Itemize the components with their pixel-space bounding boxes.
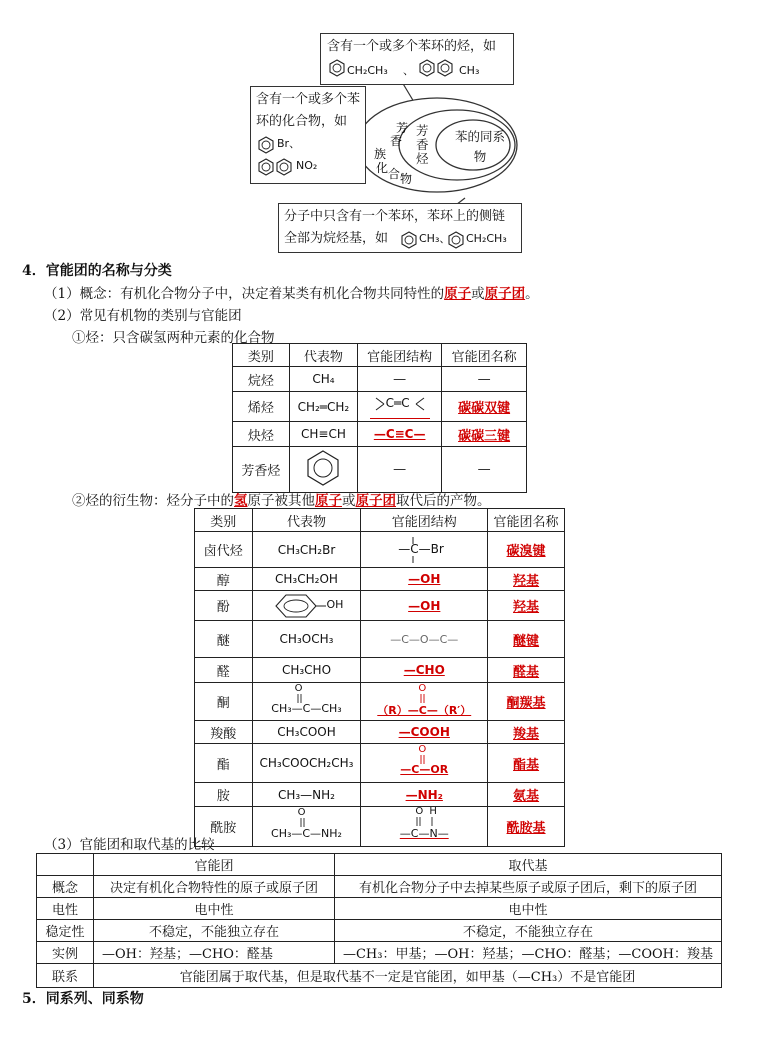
row-label: 实例 — [37, 942, 94, 964]
cell-functional-group: —OH：羟基；—CHO：醛基 — [94, 942, 335, 964]
cell-functional-group: 不稳定，不能独立存在 — [94, 920, 335, 942]
cell-category: 芳香烃 — [233, 447, 290, 493]
cell-structure — [361, 744, 488, 783]
table-row — [195, 568, 565, 591]
header-functional-group: 官能团 — [94, 854, 335, 876]
cell-representative — [252, 683, 361, 721]
table-row — [195, 532, 565, 568]
header-category: 类别 — [195, 509, 253, 532]
left-note-example2 — [256, 155, 360, 177]
cell-name: 醚键 — [488, 621, 565, 658]
cell-category: 醛 — [195, 658, 253, 683]
toluene-label: CH₃、 — [419, 232, 451, 245]
bottom-note-box — [278, 203, 522, 253]
cell-structure: —NH₂ — [361, 783, 488, 807]
benzene-ring-icon — [266, 593, 326, 619]
outer-ring-text — [368, 120, 418, 190]
table-row — [195, 621, 565, 658]
cell-name: 酮羰基 — [488, 683, 565, 721]
cell-name: 碳碳三键 — [442, 422, 527, 447]
row-label: 稳定性 — [37, 920, 94, 942]
cell-structure: —CHO — [361, 658, 488, 683]
cell-name: 酰胺基 — [488, 807, 565, 847]
left-note-box — [250, 86, 366, 184]
ethylbenzene-label: CH₂CH₃ — [347, 64, 388, 77]
derivative-table — [194, 508, 565, 847]
section5-title: 5．同系列、同系物 — [22, 991, 144, 1007]
cell-category: 酯 — [195, 744, 253, 783]
table-row — [195, 658, 565, 683]
derivative-prefix: ②烃的衍生物：烃分子中的 — [72, 493, 234, 509]
cell-relation: 官能团属于取代基，但是取代基不一定是官能团，如甲基（—CH₃）不是官能团 — [94, 964, 722, 988]
answer-atom: 原子 — [444, 286, 472, 302]
cell-representative: CH₂═CH₂ — [289, 392, 357, 422]
bottom-note-line2-wrap — [284, 228, 516, 250]
cell-category: 醚 — [195, 621, 253, 658]
double-bond-label: C═C — [385, 396, 410, 410]
ring-label-aromatic-compound — [368, 120, 413, 192]
separator: 、 — [403, 64, 414, 77]
header-category: 类别 — [233, 344, 290, 367]
nitro-label: NO₂ — [296, 159, 318, 172]
biphenyl-icon — [417, 58, 457, 86]
table-row — [195, 744, 565, 783]
header-structure: 官能团结构 — [361, 509, 488, 532]
comparison-table — [36, 853, 722, 988]
cell-structure — [358, 392, 442, 422]
header-name: 官能团名称 — [442, 344, 527, 367]
ester-structure — [365, 746, 483, 780]
phenol-structure — [266, 593, 346, 619]
cell-structure — [361, 807, 488, 847]
cell-name: 醛基 — [488, 658, 565, 683]
ketone-carbonyl-structure — [365, 682, 483, 719]
cell-representative — [252, 591, 361, 621]
double-bond-structure — [370, 394, 430, 419]
answer-atom-group: 原子团 — [355, 493, 396, 509]
cell-structure: —OH — [361, 568, 488, 591]
ester-label: —C—OR — [400, 763, 449, 776]
subsection-2-title: （2）常见有机物的类别与官能团 — [44, 308, 242, 324]
oxygen-label: O — [418, 682, 427, 694]
amide-label: —C—N— — [399, 826, 449, 840]
concept-prefix: （1）概念：有机化合物分子中，决定着某类有机化合物共同特性的 — [44, 286, 445, 302]
concept-line — [44, 282, 539, 302]
table-row — [233, 367, 527, 392]
table-row — [195, 807, 565, 847]
cell-structure: — — [358, 367, 442, 392]
cell-representative: CH₃COOH — [252, 721, 361, 744]
cell-name: 羟基 — [488, 568, 565, 591]
answer-atom: 原子 — [315, 493, 342, 509]
ring-label-aromatic-hydrocarbon: 芳香烃 — [416, 123, 429, 166]
derivative-suffix: 取代后的产物。 — [396, 493, 491, 509]
derivative-mid1: 原子被其他 — [247, 493, 315, 509]
acetone-label: CH₃—C—CH₃ — [271, 701, 342, 715]
cell-representative: CH₃—NH₂ — [252, 783, 361, 807]
cell-representative: CH₄ — [289, 367, 357, 392]
hydrocarbon-table — [232, 343, 527, 493]
cell-representative: CH₃OCH₃ — [252, 621, 361, 658]
cell-structure: —C—O—C— — [361, 621, 488, 658]
phenol-oh-label: OH — [326, 597, 344, 611]
table-header-row — [195, 509, 565, 532]
left-note-example1 — [256, 133, 360, 155]
bottom-note-line2: 全部为烷烃基，如 — [284, 231, 389, 246]
acetamide-label: CH₃—C—NH₂ — [271, 826, 342, 840]
svg-text:物: 物 — [400, 172, 413, 186]
table-row — [195, 721, 565, 744]
cell-category: 炔烃 — [233, 422, 290, 447]
benzene-ring-icon — [327, 58, 347, 86]
table-row — [37, 876, 722, 898]
cell-functional-group: 决定有机化合物特性的原子或原子团 — [94, 876, 335, 898]
header-blank — [37, 854, 94, 876]
c-br-structure — [394, 535, 454, 565]
cell-structure: —OH — [361, 591, 488, 621]
cell-category: 醇 — [195, 568, 253, 591]
ring-label-benzene-homolog: 苯的同系物 — [455, 129, 506, 164]
cell-structure — [361, 532, 488, 568]
derivative-or: 或 — [342, 493, 356, 509]
concept-suffix: 。 — [525, 286, 539, 302]
cell-category: 烷烃 — [233, 367, 290, 392]
svg-text:合: 合 — [388, 167, 401, 181]
table-row — [233, 447, 527, 493]
cell-name: — — [442, 447, 527, 493]
cell-structure: —COOH — [361, 721, 488, 744]
oxygen-label: O — [418, 744, 427, 755]
hydrogen-label: H — [429, 805, 437, 817]
cell-functional-group: 电中性 — [94, 898, 335, 920]
c-br-label: —C—Br — [398, 541, 444, 556]
cell-structure — [361, 683, 488, 721]
cell-category: 酰胺 — [195, 807, 253, 847]
ketone-label: （R）—C—（R′） — [377, 703, 472, 717]
cell-representative — [289, 447, 357, 493]
cell-category: 胺 — [195, 783, 253, 807]
svg-text:香: 香 — [390, 134, 403, 148]
left-note-line2: 环的化合物，如 — [256, 114, 348, 129]
bottom-note-line1: 分子中只含有一个苯环，苯环上的侧链 — [284, 209, 506, 224]
methyl-label: CH₃ — [459, 64, 480, 77]
acetamide-structure — [257, 806, 357, 845]
acetone-structure — [257, 682, 357, 719]
table-row — [195, 683, 565, 721]
row-label: 概念 — [37, 876, 94, 898]
cell-structure: — — [358, 447, 442, 493]
cell-category: 酚 — [195, 591, 253, 621]
hydrocarbon-definition: ①烃：只含碳氢两种元素的化合物 — [72, 330, 275, 346]
cell-representative: CH₃COOCH₂CH₃ — [252, 744, 361, 783]
cell-substituent: 电中性 — [335, 898, 722, 920]
answer-atom-group: 原子团 — [484, 286, 526, 302]
top-note-text: 含有一个或多个苯环的烃，如 — [327, 39, 497, 54]
amide-structure — [365, 805, 483, 845]
ethylbenzene-label: CH₂CH₃ — [466, 232, 507, 245]
cell-representative: CH≡CH — [289, 422, 357, 447]
header-representative: 代表物 — [289, 344, 357, 367]
table-row — [233, 422, 527, 447]
header-substituent: 取代基 — [335, 854, 722, 876]
table-row — [195, 591, 565, 621]
cell-representative — [252, 807, 361, 847]
cell-category: 羧酸 — [195, 721, 253, 744]
cell-substituent: 有机化合物分子中去掉某些原子或原子团后，剩下的原子团 — [335, 876, 722, 898]
derivative-definition — [72, 489, 491, 509]
benzene-ring-icon — [303, 448, 343, 488]
benzene-ring-icon — [399, 230, 419, 258]
svg-text:族: 族 — [374, 147, 387, 161]
cell-category: 烯烃 — [233, 392, 290, 422]
table-row — [37, 920, 722, 942]
cell-name: 氨基 — [488, 783, 565, 807]
left-note-line1: 含有一个或多个苯 — [256, 92, 361, 107]
svg-text:芳: 芳 — [396, 121, 409, 135]
table-row — [195, 783, 565, 807]
table-header-row — [37, 854, 722, 876]
table-row — [233, 392, 527, 422]
biphenyl-icon — [256, 157, 296, 185]
table-header-row — [233, 344, 527, 367]
top-note-box — [320, 33, 514, 85]
cell-name: 碳碳双键 — [442, 392, 527, 422]
header-representative: 代表物 — [252, 509, 361, 532]
row-label: 电性 — [37, 898, 94, 920]
oxygen-label: O — [297, 806, 306, 818]
cell-category: 酮 — [195, 683, 253, 721]
row-label: 联系 — [37, 964, 94, 988]
cell-name: 碳溴键 — [488, 532, 565, 568]
svg-text:化: 化 — [376, 161, 389, 175]
concept-or: 或 — [471, 286, 485, 302]
section4-title: 4．官能团的名称与分类 — [22, 263, 172, 279]
table-row — [37, 898, 722, 920]
subsection-3-title: （3）官能团和取代基的比较 — [44, 837, 215, 853]
cell-name: — — [442, 367, 527, 392]
cell-category: 卤代烃 — [195, 532, 253, 568]
cell-representative: CH₃CHO — [252, 658, 361, 683]
cell-representative: CH₃CH₂Br — [252, 532, 361, 568]
header-name: 官能团名称 — [488, 509, 565, 532]
oxygen-label: O — [415, 805, 424, 817]
table-row — [37, 964, 722, 988]
header-structure: 官能团结构 — [358, 344, 442, 367]
oxygen-label: O — [294, 682, 303, 694]
cell-substituent: —CH₃：甲基；—OH：羟基；—CHO：醛基；—COOH：羧基 — [335, 942, 722, 964]
cell-structure: —C≡C— — [358, 422, 442, 447]
cell-substituent: 不稳定，不能独立存在 — [335, 920, 722, 942]
cell-name: 羧基 — [488, 721, 565, 744]
cell-name: 羟基 — [488, 591, 565, 621]
table-row — [37, 942, 722, 964]
bromobenzene-label: Br、 — [277, 137, 301, 150]
cell-name: 酯基 — [488, 744, 565, 783]
answer-hydrogen: 氢 — [234, 493, 248, 509]
cell-representative: CH₃CH₂OH — [252, 568, 361, 591]
benzene-ring-icon — [446, 230, 466, 258]
